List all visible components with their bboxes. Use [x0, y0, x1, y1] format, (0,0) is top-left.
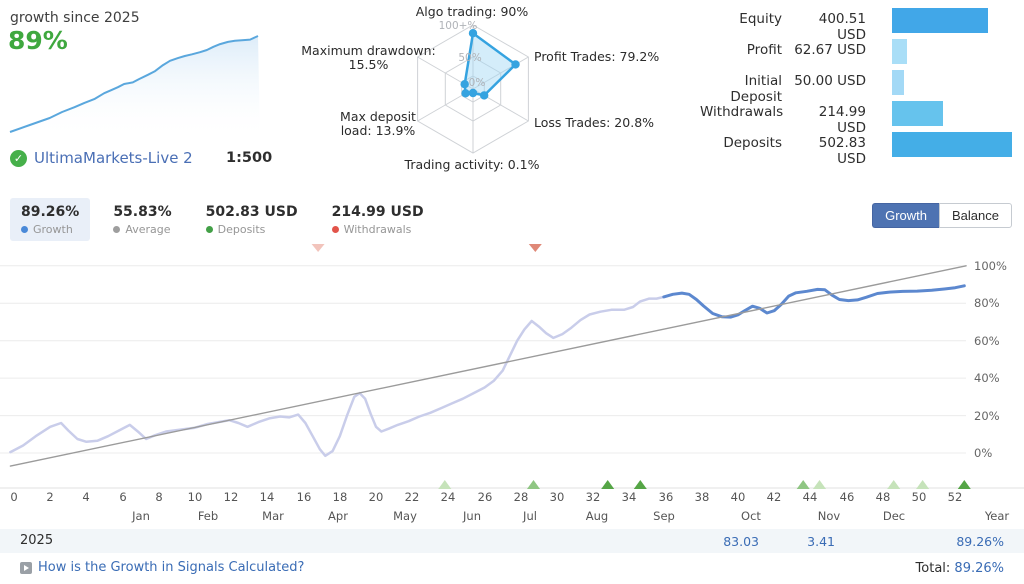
stat-chip-withdrawals[interactable]	[321, 198, 435, 241]
x-axis-week-tick: 34	[621, 490, 637, 504]
balance-label: Deposits	[723, 135, 782, 151]
growth-tab[interactable]: Growth	[872, 203, 939, 228]
month-growth-oct: 83.03	[723, 534, 759, 549]
chip-dot-icon	[21, 226, 28, 233]
stat-chip-growth[interactable]	[10, 198, 90, 241]
stat-chip-average[interactable]	[102, 198, 182, 241]
chip-dot-icon	[206, 226, 213, 233]
x-axis-month-jan: Jan	[132, 509, 150, 523]
x-axis-month-aug: Aug	[585, 509, 609, 523]
withdrawal-marker[interactable]	[312, 244, 325, 252]
radar-ring-label: 0%	[468, 77, 486, 89]
year-growth-total: 89.26%	[956, 534, 1004, 549]
stat-chip-deposits[interactable]	[195, 198, 309, 241]
balance-summary	[700, 6, 1020, 167]
radar-axis-label-max-deposit-load: Max deposit load: 13.9%	[340, 109, 416, 138]
radar-chart	[301, 0, 660, 190]
chip-label: Growth	[21, 223, 79, 236]
deposit-marker[interactable]	[916, 480, 929, 489]
x-axis-week-tick: 22	[404, 490, 420, 504]
x-axis-month-dec: Dec	[882, 509, 906, 523]
x-axis-week-tick: 4	[82, 490, 90, 504]
growth-early-period	[10, 297, 663, 456]
balance-bar	[892, 70, 904, 95]
balance-label: Equity	[739, 11, 782, 27]
withdrawal-marker[interactable]	[529, 244, 542, 252]
x-axis-week-tick: 16	[296, 490, 312, 504]
growth-sparkline-chart	[8, 28, 260, 140]
chip-value: 89.26%	[21, 204, 80, 220]
balance-row	[700, 37, 1020, 68]
x-axis-week-tick: 12	[223, 490, 239, 504]
balance-row	[700, 130, 1020, 167]
balance-row	[700, 68, 1020, 105]
month-growth-nov: 3.41	[807, 534, 835, 549]
deposit-marker[interactable]	[958, 480, 971, 489]
chip-dot-icon	[332, 226, 339, 233]
account-row	[10, 148, 193, 168]
balance-label: Withdrawals	[700, 104, 784, 120]
y-axis-tick: 80%	[974, 296, 1000, 310]
x-axis-week-tick: 10	[187, 490, 203, 504]
x-axis-month-jun: Jun	[463, 509, 481, 523]
balance-bar	[892, 8, 988, 33]
balance-value: 214.99 USD	[818, 104, 866, 136]
total-growth	[916, 561, 1004, 576]
growth-recent	[664, 286, 965, 317]
x-axis-week-tick: 52	[947, 490, 963, 504]
x-axis-week-tick: 26	[477, 490, 493, 504]
growth-value: 89%	[8, 26, 68, 55]
x-axis-month-year: Year	[984, 509, 1010, 523]
y-axis-tick: 40%	[974, 371, 1000, 385]
growth-help-link[interactable]	[20, 560, 304, 575]
balance-value: 62.67 USD	[794, 42, 866, 58]
deposit-marker[interactable]	[634, 480, 647, 489]
y-axis-tick: 60%	[974, 334, 1000, 348]
x-axis-month-nov: Nov	[817, 509, 841, 523]
x-axis-month-feb: Feb	[197, 509, 219, 523]
deposit-marker[interactable]	[601, 480, 614, 489]
x-axis-month-oct: Oct	[741, 509, 761, 523]
leverage-value: 1:500	[226, 150, 273, 166]
balance-value: 502.83 USD	[818, 135, 866, 167]
y-axis-tick: 100%	[974, 259, 1007, 273]
x-axis-week-tick: 24	[440, 490, 456, 504]
balance-row	[700, 99, 1020, 136]
account-name-link[interactable]: UltimaMarkets-Live 2	[34, 149, 193, 167]
stats-chips	[10, 198, 435, 241]
balance-value: 400.51 USD	[818, 11, 866, 43]
x-axis-week-tick: 30	[549, 490, 565, 504]
chip-value: 55.83%	[113, 204, 172, 220]
x-axis-month-sep: Sep	[653, 509, 675, 523]
chip-dot-icon	[113, 226, 120, 233]
radar-ring-label: 100+%	[438, 20, 478, 32]
radar-ring-label: 50%	[458, 52, 482, 64]
x-axis-week-tick: 40	[730, 490, 746, 504]
radar-axis-label-loss-trades: Loss Trades: 20.8%	[534, 115, 655, 130]
growth-line-chart[interactable]	[0, 240, 1024, 492]
x-axis-week-tick: 46	[839, 490, 855, 504]
balance-bar	[892, 39, 907, 64]
deposit-marker[interactable]	[887, 480, 900, 489]
x-axis-month-jul: Jul	[523, 509, 537, 523]
x-axis-week-tick: 14	[259, 490, 275, 504]
x-axis-month-may: May	[393, 509, 417, 523]
x-axis-week-tick: 8	[155, 490, 163, 504]
radar-axis-label-algo-trading: Algo trading: 90%	[415, 4, 529, 19]
balance-bar	[892, 132, 1012, 157]
help-link-text: How is the Growth in Signals Calculated?	[38, 560, 305, 575]
x-axis-month-apr: Apr	[328, 509, 348, 523]
deposit-marker[interactable]	[438, 480, 451, 489]
x-axis-week-tick: 50	[911, 490, 927, 504]
radar-axis-label-maximum-drawdown: Maximum drawdown: 15.5%	[301, 43, 436, 72]
balance-row	[700, 6, 1020, 43]
verified-check-icon: ✓	[10, 150, 27, 167]
deposit-marker[interactable]	[797, 480, 810, 489]
chip-value: 214.99 USD	[331, 204, 424, 220]
radar-axis-label-profit-trades: Profit Trades: 79.2%	[534, 49, 660, 64]
x-axis-week-tick: 44	[802, 490, 818, 504]
x-axis-week-tick: 20	[368, 490, 384, 504]
x-axis-week-tick: 2	[46, 490, 54, 504]
year-table-row	[0, 529, 1024, 553]
balance-value: 50.00 USD	[794, 73, 866, 89]
x-axis-week-tick: 18	[332, 490, 348, 504]
deposit-marker[interactable]	[813, 480, 826, 489]
balance-tab[interactable]: Balance	[939, 203, 1012, 228]
x-axis-week-tick: 48	[875, 490, 891, 504]
growth-caption: growth since 2025	[10, 10, 140, 26]
year-label: 2025	[20, 533, 54, 548]
trend-line	[10, 266, 966, 466]
chip-label: Average	[113, 223, 171, 236]
radar-axis-label-trading-activity: Trading activity: 0.1%	[404, 157, 540, 172]
balance-label: Initial Deposit	[730, 73, 782, 105]
chip-label: Deposits	[206, 223, 298, 236]
x-axis-month-mar: Mar	[262, 509, 284, 523]
balance-label: Profit	[746, 42, 782, 58]
x-axis-week-tick: 38	[694, 490, 710, 504]
x-axis-week-tick: 0	[10, 490, 18, 504]
deposit-marker[interactable]	[527, 480, 540, 489]
total-value: 89.26%	[954, 561, 1004, 576]
x-axis-week-tick: 42	[766, 490, 782, 504]
x-axis-week-tick: 28	[513, 490, 529, 504]
chart-mode-toggle	[872, 203, 1012, 228]
x-axis-week-tick: 6	[119, 490, 127, 504]
chip-value: 502.83 USD	[205, 204, 298, 220]
total-label: Total:	[915, 561, 951, 576]
chip-label: Withdrawals	[332, 223, 424, 236]
x-axis-week-tick: 36	[658, 490, 674, 504]
help-video-icon	[20, 562, 32, 574]
balance-bar	[892, 101, 943, 126]
y-axis-tick: 0%	[974, 446, 993, 460]
x-axis-week-tick: 32	[585, 490, 601, 504]
y-axis-tick: 20%	[974, 409, 1000, 423]
